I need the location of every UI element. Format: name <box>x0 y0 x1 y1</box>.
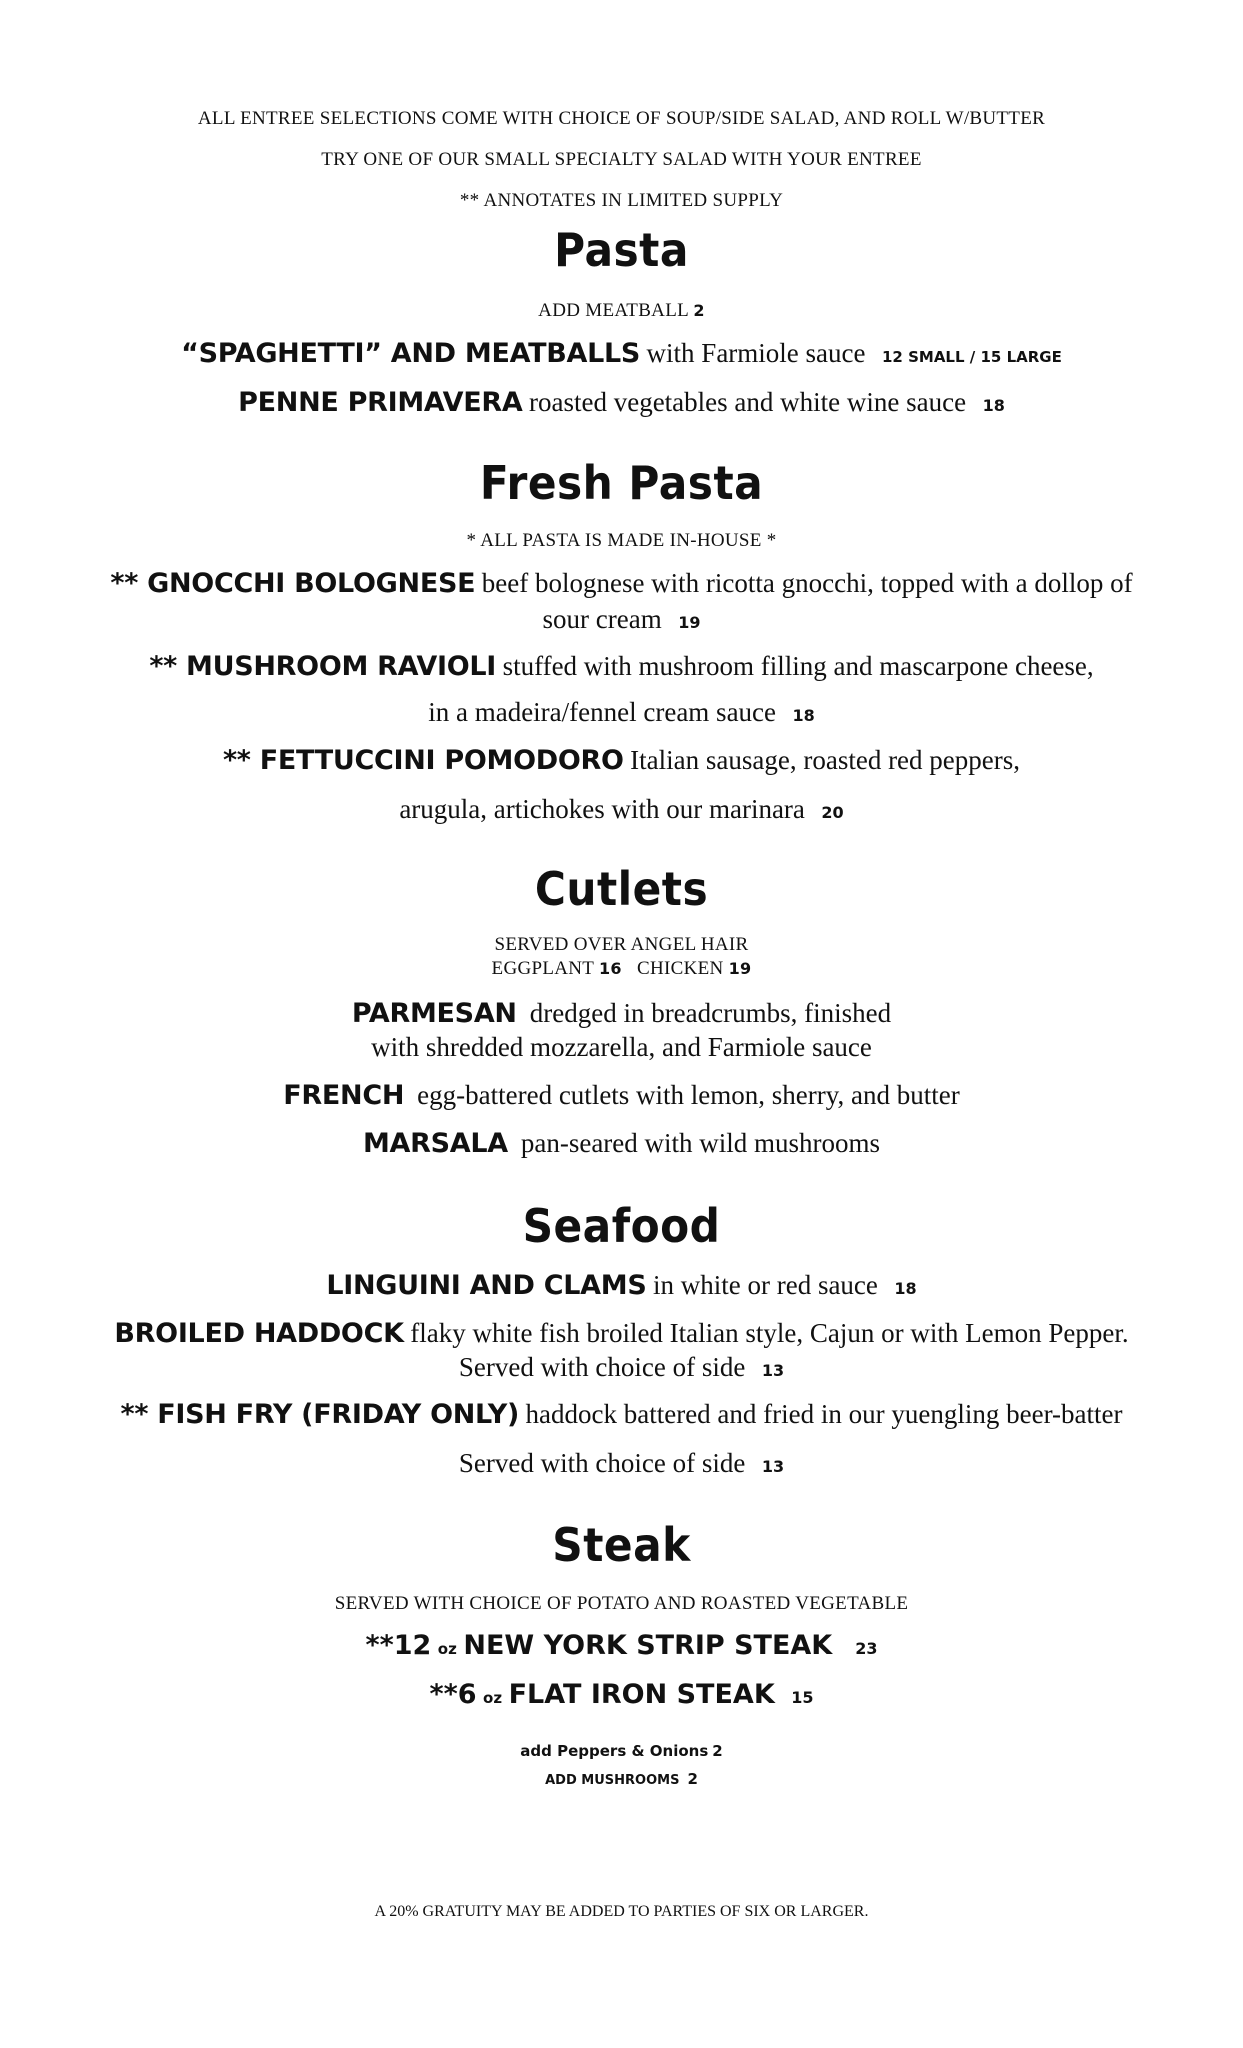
item-price: 15 <box>791 1688 814 1707</box>
fresh-pasta-note: * ALL PASTA IS MADE IN-HOUSE * <box>466 530 777 551</box>
item-price: 12 SMALL / 15 LARGE <box>882 348 1062 366</box>
menu-item-fettuccini <box>0 745 1243 776</box>
intro-line-1: ALL ENTREE SELECTIONS COME WITH CHOICE OF SOUP/SIDE SALAD, AND ROLL W/BUTTER <box>197 108 1046 129</box>
item-name: FRENCH <box>283 1080 405 1111</box>
chicken-price: 19 <box>728 959 752 978</box>
item-desc: roasted vegetables and white wine sauce <box>529 387 967 417</box>
item-price: 13 <box>761 1457 785 1476</box>
item-name: ** GNOCCHI BOLOGNESE <box>110 568 476 599</box>
item-desc: with Farmiole sauce <box>646 338 866 368</box>
eggplant-label: EGGPLANT <box>491 958 594 979</box>
menu-item-fish-fry-cont <box>0 1448 1243 1479</box>
item-desc-2: with shredded mozzarella, and Farmiole sauce <box>371 1032 872 1062</box>
menu-item-fettuccini-cont <box>0 794 1243 825</box>
menu-item-linguini <box>0 1270 1243 1301</box>
item-price: 18 <box>982 396 1005 415</box>
menu-item-parmesan-cont <box>0 1032 1243 1063</box>
menu-item-penne <box>0 387 1243 418</box>
menu-item-gnocchi <box>0 568 1243 599</box>
item-price: 23 <box>855 1639 878 1658</box>
menu-item-ravioli <box>0 651 1243 682</box>
section-title-cutlets: Cutlets <box>534 862 709 916</box>
menu-item-ravioli-cont <box>0 697 1243 728</box>
item-desc-2: Served with choice of side <box>458 1448 746 1478</box>
section-title-seafood: Seafood <box>522 1199 721 1253</box>
menu-item-gnocchi-cont <box>0 604 1243 635</box>
item-desc: beef bolognese with ricotta gnocchi, topped with a dollop of <box>481 568 1133 598</box>
intro-line-2: TRY ONE OF OUR SMALL SPECIALTY SALAD WITH YOUR ENTREE <box>321 149 922 170</box>
menu-item-flat-iron <box>0 1679 1243 1710</box>
item-name: NEW YORK STRIP STEAK <box>463 1630 833 1661</box>
menu-item-marsala <box>0 1128 1243 1159</box>
item-name: BROILED HADDOCK <box>114 1318 404 1349</box>
addon-mushrooms <box>0 1770 1243 1789</box>
steak-note: SERVED WITH CHOICE OF POTATO AND ROASTED VEGETABLE <box>334 1593 909 1614</box>
item-name: PENNE PRIMAVERA <box>238 387 523 418</box>
menu-item-parmesan <box>0 998 1243 1029</box>
section-title-fresh-pasta: Fresh Pasta <box>479 456 764 510</box>
eggplant-price: 16 <box>598 959 622 978</box>
item-price: 20 <box>821 803 844 822</box>
section-title-pasta: Pasta <box>554 223 689 277</box>
item-prefix: **6 <box>429 1679 477 1710</box>
item-desc-2: in a madeira/fennel cream sauce <box>428 697 777 727</box>
chicken-label: CHICKEN <box>636 958 724 979</box>
menu-item-haddock <box>0 1318 1243 1349</box>
menu-item-ny-strip <box>0 1630 1243 1661</box>
cutlets-note-2 <box>0 958 1243 980</box>
pasta-note-text: ADD MEATBALL <box>538 300 689 321</box>
item-name: ** FETTUCCINI POMODORO <box>222 745 624 776</box>
cutlets-note-1: SERVED OVER ANGEL HAIR <box>494 934 749 955</box>
addon-label: add Peppers & Onions <box>520 1742 709 1760</box>
menu-item-fish-fry <box>0 1399 1243 1430</box>
item-desc: stuffed with mushroom filling and mascarpone cheese, <box>502 651 1094 681</box>
item-name: ** FISH FRY (FRIDAY ONLY) <box>120 1399 520 1430</box>
item-oz: oz <box>483 1689 503 1707</box>
pasta-note-price: 2 <box>693 301 705 320</box>
item-name: FLAT IRON STEAK <box>508 1679 775 1710</box>
item-oz: oz <box>437 1640 457 1658</box>
addon-label: ADD MUSHROOMS <box>545 1773 680 1788</box>
item-price: 13 <box>761 1361 785 1380</box>
item-desc: pan-seared with wild mushrooms <box>520 1128 881 1158</box>
addon-price: 2 <box>712 1742 723 1760</box>
item-desc-2: sour cream <box>542 604 662 634</box>
item-price: 19 <box>678 613 701 632</box>
item-name: MARSALA <box>362 1128 508 1159</box>
menu-item-haddock-cont <box>0 1352 1243 1383</box>
item-desc: dredged in breadcrumbs, finished <box>529 998 892 1028</box>
item-desc: flaky white fish broiled Italian style, Cajun or with Lemon Pepper. <box>410 1318 1129 1348</box>
addon-peppers-onions <box>0 1742 1243 1761</box>
item-price: 18 <box>792 706 815 725</box>
menu-item-french <box>0 1080 1243 1111</box>
addon-price: 2 <box>687 1770 698 1788</box>
intro-line-3: ** ANNOTATES IN LIMITED SUPPLY <box>459 190 784 211</box>
item-desc-2: arugula, artichokes with our marinara <box>399 794 805 824</box>
item-name: LINGUINI AND CLAMS <box>326 1270 647 1301</box>
item-name: PARMESAN <box>351 998 517 1029</box>
item-prefix: **12 <box>365 1630 432 1661</box>
section-title-steak: Steak <box>552 1518 691 1572</box>
gratuity-note: A 20% GRATUITY MAY BE ADDED TO PARTIES OF SIX OR LARGER. <box>374 1903 869 1920</box>
menu-item-spaghetti <box>0 338 1243 369</box>
item-desc: haddock battered and fried in our yuengling beer-batter <box>525 1399 1123 1429</box>
item-price: 18 <box>894 1279 917 1298</box>
item-desc: Italian sausage, roasted red peppers, <box>630 745 1021 775</box>
item-desc: in white or red sauce <box>652 1270 878 1300</box>
pasta-note <box>0 300 1243 322</box>
item-desc-2: Served with choice of side <box>458 1352 746 1382</box>
item-name: ** MUSHROOM RAVIOLI <box>149 651 497 682</box>
item-name: “SPAGHETTI” AND MEATBALLS <box>181 338 641 369</box>
item-desc: egg-battered cutlets with lemon, sherry, and butter <box>417 1080 960 1110</box>
